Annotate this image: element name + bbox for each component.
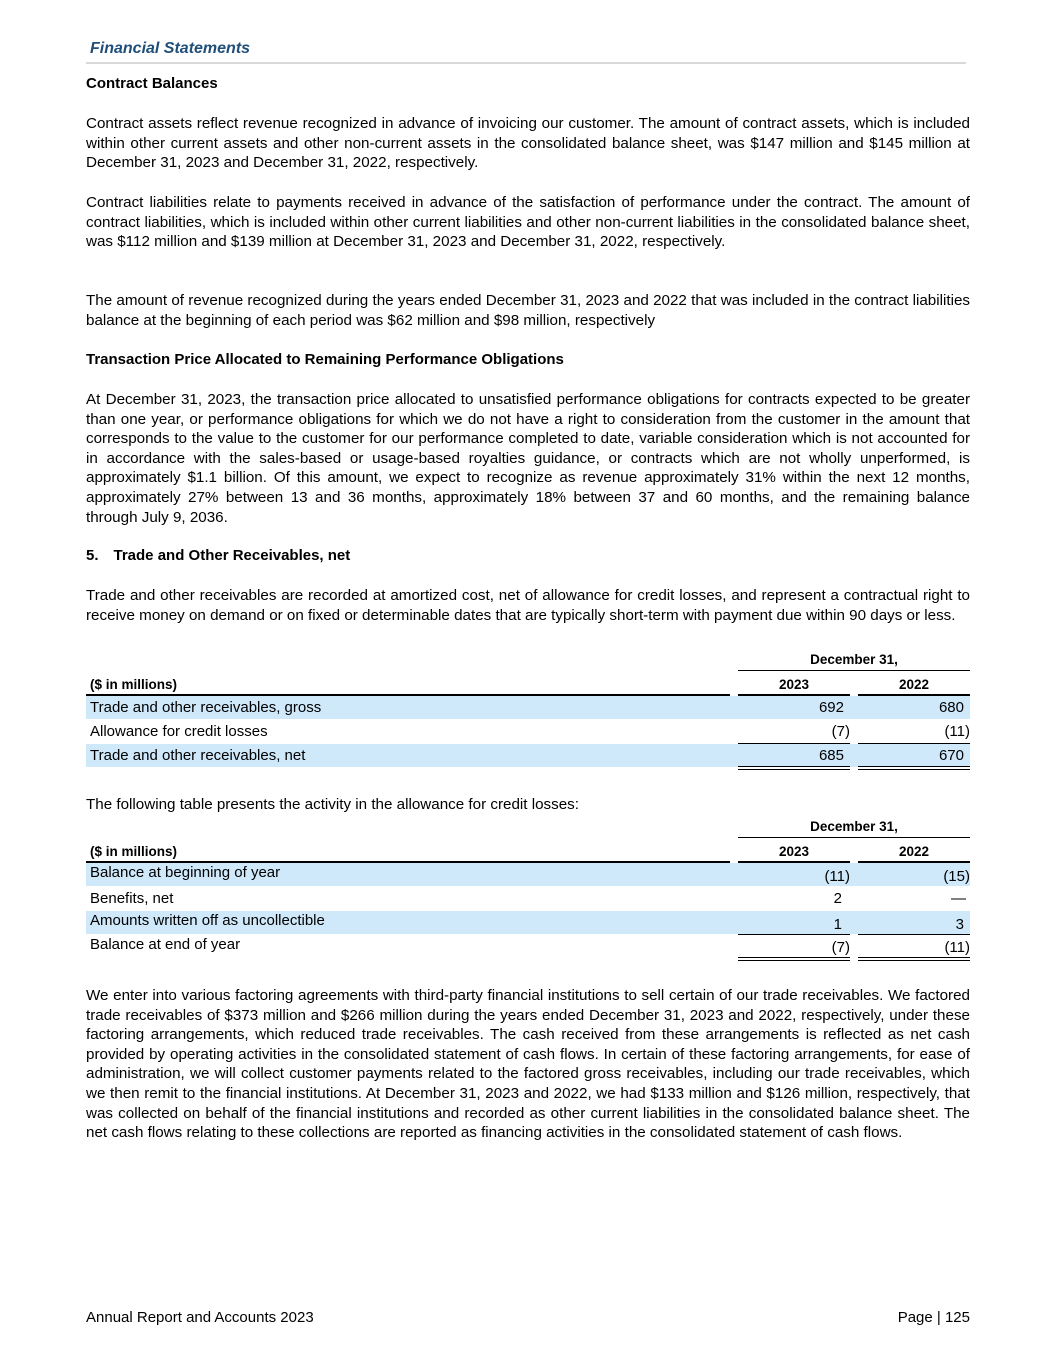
table-row: [86, 887, 970, 910]
row-label: Balance at end of year: [90, 936, 241, 953]
receivables-heading: 5. Trade and Other Receivables, net: [86, 547, 351, 564]
table-units-label: ($ in millions): [90, 677, 178, 692]
total-double-underline: [858, 766, 970, 770]
row-label: Amounts written off as uncollectible: [90, 912, 325, 929]
receivables-paragraph: Trade and other receivables are recorded at amortized cost, net of allowance for credit losses, and represent a contractual right to receive money on demand or on fixed or determinable dates that are typically short-term with payment due within 90 days or less.: [86, 587, 970, 624]
table-row: [86, 744, 970, 767]
row-value-2023: 692: [818, 699, 844, 716]
header-underline: [738, 837, 970, 838]
table-row: [86, 911, 970, 934]
row-value-2022: 680: [938, 699, 964, 716]
row-label: Trade and other receivables, net: [90, 747, 306, 764]
contract-balances-heading: Contract Balances: [86, 75, 218, 92]
table-row: [86, 935, 970, 958]
row-value-2023: (7): [831, 723, 850, 740]
row-value-2022: 3: [955, 916, 964, 933]
row-value-2022: (11): [944, 939, 970, 956]
allowance-table-intro: The following table presents the activity in the allowance for credit losses:: [86, 796, 580, 813]
table-row: [86, 863, 970, 886]
table-units-label: ($ in millions): [90, 844, 178, 859]
row-label: Allowance for credit losses: [90, 723, 268, 740]
row-value-2023: 2: [833, 890, 842, 907]
column-header-2023: 2023: [778, 677, 810, 692]
total-double-underline: [738, 957, 850, 961]
receivables-table: [86, 650, 970, 775]
contract-liabilities-paragraph: Contract liabilities relate to payments received in advance of the satisfaction of performance under the contract. The amount of contract liabilities, which is included within other current liabilities and other non-current liabilities in the consolidated balance sheet, was $112 million and $139 million at December 31, 2023 and December 31, 2022, respectively.: [86, 194, 970, 251]
page-header-title: Financial Statements: [90, 40, 251, 57]
table-period-header: December 31,: [810, 819, 898, 834]
table-row: [86, 696, 970, 719]
factoring-paragraph: We enter into various factoring agreements with third-party financial institutions to sell certain of our trade receivables. We factored trade receivables of $373 million and $266 million during the years ended December 31, 2023 and 2022, respectively, under these factoring arrangements, which reduced trade receivables. The cash received from these arrangements is reflected as net cash provided by operating activities in the consolidated statement of cash flows. In certain of these factoring arrangements, for ease of administration, we will collect customer payments related to the factored gross receivables, including our trade receivables, which we then remit to the financial institutions. At December 31, 2023 and 2022, we had $133 million and $126 million, respectively, that was collected on behalf of the financial institutions and recorded as other current liabilities in the consolidated balance sheet. The net cash flows relating to these collections are reported as financing activities in the consolidated statement of cash flows.: [86, 987, 970, 1142]
row-value-2023: 685: [818, 747, 844, 764]
row-label: Trade and other receivables, gross: [90, 699, 322, 716]
column-header-2022: 2022: [898, 677, 930, 692]
row-label: Benefits, net: [90, 890, 174, 907]
footer-report-title: Annual Report and Accounts 2023: [86, 1309, 314, 1326]
table-period-header: December 31,: [810, 652, 898, 667]
row-value-2022: (15): [943, 868, 970, 885]
total-double-underline: [738, 766, 850, 770]
row-value-2022: —: [951, 890, 966, 907]
column-header-2023: 2023: [778, 844, 810, 859]
revenue-recognized-paragraph: The amount of revenue recognized during the years ended December 31, 2023 and 2022 that was included in the contract liabilities balance at the beginning of each period was $62 million and $98 million, respectively: [86, 292, 970, 329]
header-underline: [738, 670, 970, 671]
row-value-2023: (7): [831, 939, 850, 956]
row-label: Balance at beginning of year: [90, 864, 281, 881]
row-value-2022: 670: [938, 747, 964, 764]
table-row: [86, 720, 970, 743]
row-value-2023: (11): [824, 868, 850, 885]
total-double-underline: [858, 957, 970, 961]
row-value-2023: 1: [833, 916, 842, 933]
row-value-2022: (11): [944, 723, 970, 740]
transaction-price-paragraph: At December 31, 2023, the transaction price allocated to unsatisfied performance obligations for contracts expected to be greater than one year, or performance obligations for which we do not have a right to consideration from the customer in the amount that corresponds to the value to the customer for our performance completed to date, variable consideration which is not accounted for in accordance with the sales-based or usage-based royalties guidance, or contracts which are not wholly unperformed, is approximately $1.1 billion. Of this amount, we expect to recognize as revenue approximately 31% within the next 12 months, approximately 27% between 13 and 36 months, approximately 18% between 37 and 60 months, and the remaining balance through July 9, 2036.: [86, 391, 970, 526]
footer-page-number: Page | 125: [897, 1309, 970, 1326]
transaction-price-heading: Transaction Price Allocated to Remaining Performance Obligations: [86, 351, 564, 368]
column-header-2022: 2022: [898, 844, 930, 859]
allowance-activity-table: [86, 817, 970, 965]
contract-assets-paragraph: Contract assets reflect revenue recognized in advance of invoicing our customer. The amount of contract assets, which is included within other current assets and other non-current assets in the consolidated balance sheet, was $147 million and $145 million at December 31, 2023 and December 31, 2022, respectively.: [86, 115, 970, 172]
header-divider: [86, 62, 966, 64]
